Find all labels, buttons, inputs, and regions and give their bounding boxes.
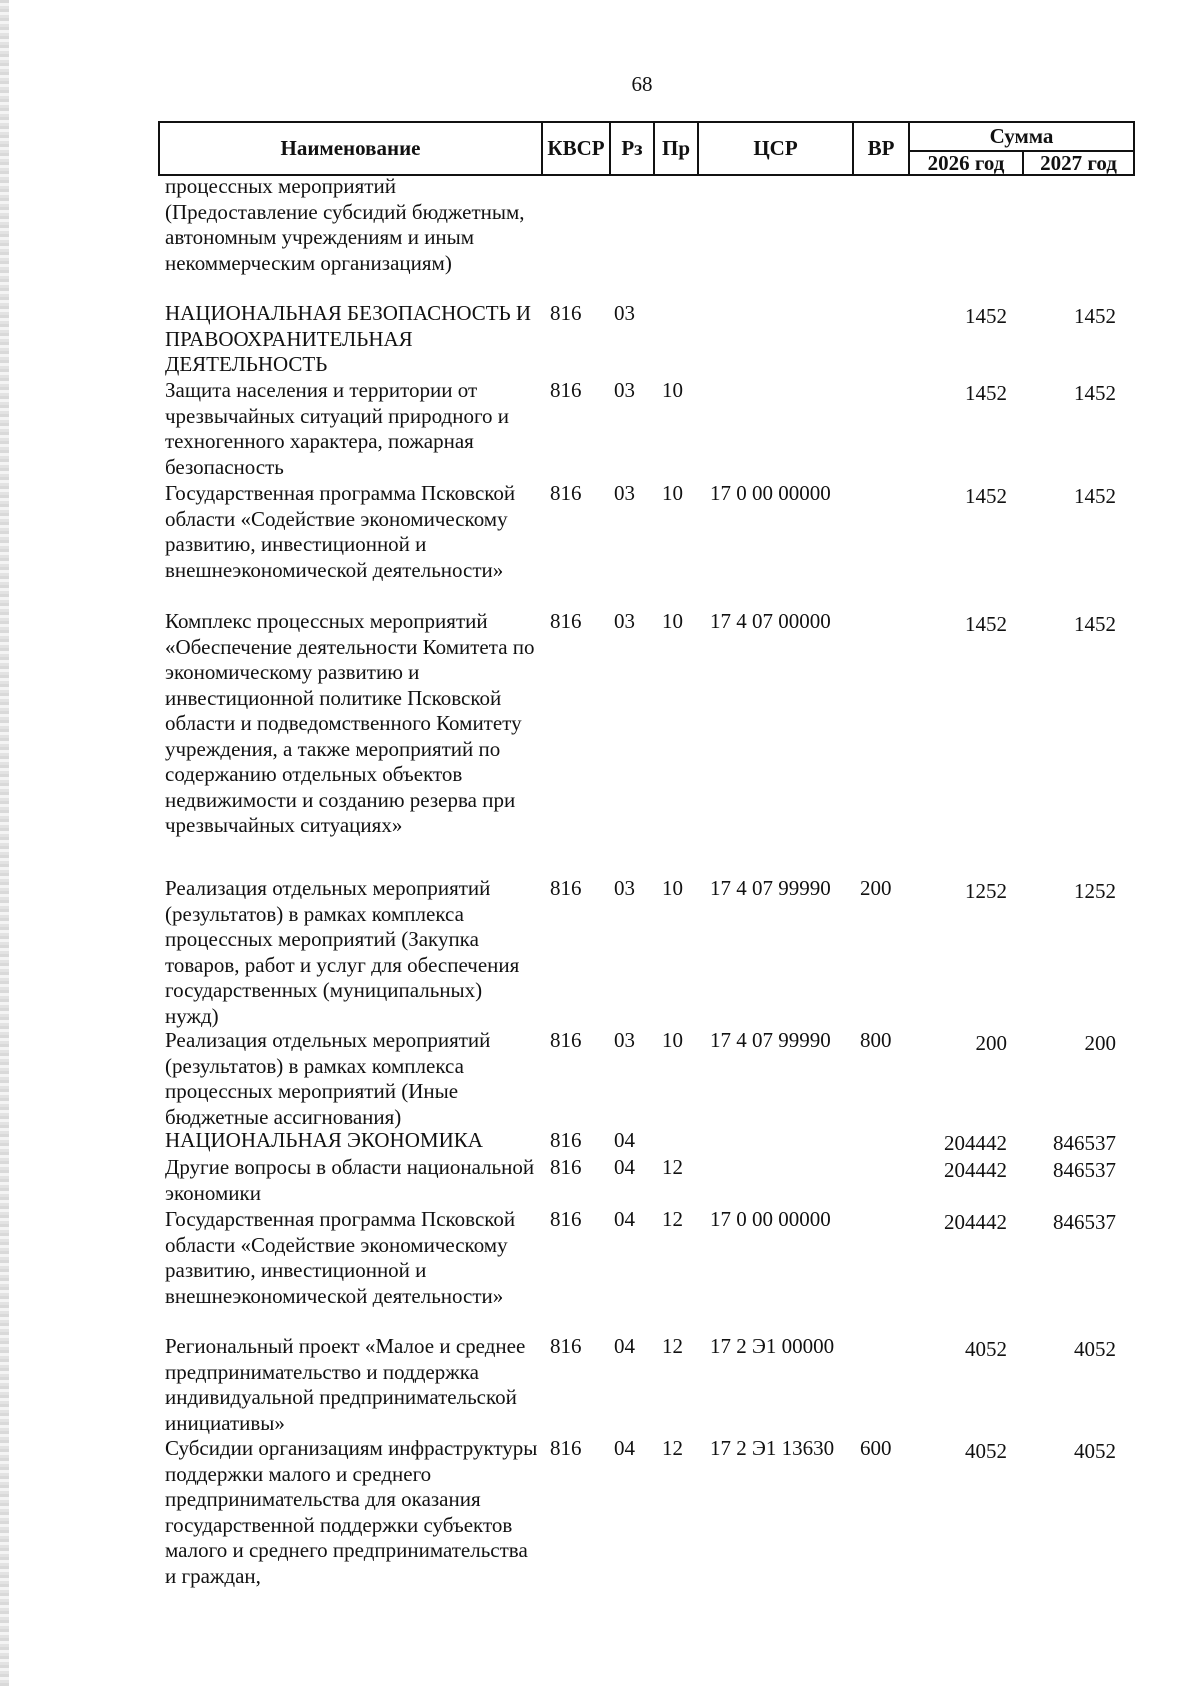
row-amount-2027: 1452: [1074, 612, 1116, 636]
row-rz: 03: [614, 609, 635, 633]
row-csr: 17 4 07 99990: [710, 876, 831, 900]
row-csr: 17 0 00 00000: [710, 1207, 831, 1231]
row-rz: 04: [614, 1207, 635, 1231]
row-kvsr: 816: [550, 301, 582, 325]
row-pr: 10: [662, 481, 683, 505]
row-name: Реализация отдельных мероприятий (результатов) в рамках комплекса процессных мероприятий (Закупка товаров, работ и услуг для обеспечения государственных (муниципальных) нужд): [165, 876, 520, 1028]
header-year-2027: 2027 год: [1040, 150, 1117, 175]
row-rz: 03: [614, 301, 635, 325]
header-kvsr: КВСР: [543, 123, 611, 174]
row-amount-2026: 1452: [965, 304, 1007, 328]
row-kvsr: 816: [550, 1128, 582, 1152]
row-name: Защита населения и территории от чрезвычайных ситуаций природного и техногенного характера, пожарная безопасность: [165, 378, 510, 479]
row-rz: 04: [614, 1128, 635, 1152]
row-kvsr: 816: [550, 1334, 582, 1358]
row-kvsr: 816: [550, 1207, 582, 1231]
row-amount-2026: 204442: [944, 1131, 1007, 1155]
row-amount-2027: 846537: [1053, 1131, 1116, 1155]
row-amount-2027: 846537: [1053, 1210, 1116, 1234]
row-name: НАЦИОНАЛЬНАЯ БЕЗОПАСНОСТЬ И ПРАВООХРАНИТЕЛЬНАЯ ДЕЯТЕЛЬНОСТЬ: [165, 301, 532, 376]
row-amount-2027: 1252: [1074, 879, 1116, 903]
row-kvsr: 816: [550, 1155, 582, 1179]
row-rz: 03: [614, 378, 635, 402]
row-kvsr: 816: [550, 1028, 582, 1052]
row-amount-2026: 1452: [965, 484, 1007, 508]
row-csr: 17 4 07 99990: [710, 1028, 831, 1052]
row-amount-2026: 204442: [944, 1158, 1007, 1182]
row-rz: 03: [614, 481, 635, 505]
row-name: Реализация отдельных мероприятий (результатов) в рамках комплекса процессных мероприятий (Иные бюджетные ассигнования): [165, 1028, 491, 1129]
row-amount-2026: 1252: [965, 879, 1007, 903]
row-name: Другие вопросы в области национальной экономики: [165, 1155, 535, 1205]
row-amount-2026: 1452: [965, 612, 1007, 636]
row-pr: 12: [662, 1334, 683, 1358]
header-pr: Пр: [655, 123, 699, 174]
row-name: процессных мероприятий (Предоставление субсидий бюджетным, автономным учреждениям и иным некоммерческим организациям): [165, 174, 525, 275]
row-amount-2027: 846537: [1053, 1158, 1116, 1182]
row-amount-2026: 4052: [965, 1439, 1007, 1463]
row-kvsr: 816: [550, 609, 582, 633]
row-kvsr: 816: [550, 378, 582, 402]
row-rz: 03: [614, 1028, 635, 1052]
row-csr: 17 0 00 00000: [710, 481, 831, 505]
row-pr: 10: [662, 876, 683, 900]
row-kvsr: 816: [550, 876, 582, 900]
header-vr: ВР: [854, 123, 910, 174]
header-rz: Рз: [611, 123, 655, 174]
row-amount-2027: 200: [1084, 1031, 1116, 1055]
row-csr: 17 4 07 00000: [710, 609, 831, 633]
row-vr: 200: [860, 876, 892, 900]
row-amount-2026: 4052: [965, 1337, 1007, 1361]
row-rz: 04: [614, 1155, 635, 1179]
row-csr: 17 2 Э1 00000: [710, 1334, 835, 1358]
row-amount-2027: 4052: [1074, 1337, 1116, 1361]
page-number: 68: [631, 72, 653, 96]
row-pr: 10: [662, 609, 683, 633]
row-pr: 12: [662, 1207, 683, 1231]
header-sum-group: [910, 123, 1133, 174]
row-pr: 12: [662, 1436, 683, 1460]
row-csr: 17 2 Э1 13630: [710, 1436, 835, 1460]
row-amount-2027: 1452: [1074, 304, 1116, 328]
row-rz: 03: [614, 876, 635, 900]
row-vr: 800: [860, 1028, 892, 1052]
header-csr: ЦСР: [699, 123, 854, 174]
row-amount-2027: 1452: [1074, 484, 1116, 508]
row-name: Комплекс процессных мероприятий «Обеспечение деятельности Комитета по экономическому развитию и инвестиционной политике Псковской области и подведомственного Комитету учреждения, а также мероприятий по содержанию отдельных объектов недвижимости и созданию резерва при чрезвычайных ситуациях»: [165, 609, 535, 837]
header-sum: Сумма: [910, 123, 1133, 152]
row-name: НАЦИОНАЛЬНАЯ ЭКОНОМИКА: [165, 1128, 483, 1152]
row-amount-2027: 1452: [1074, 381, 1116, 405]
row-name: Региональный проект «Малое и среднее предпринимательство и поддержка индивидуальной предпринимательской инициативы»: [165, 1334, 526, 1435]
table-header: [158, 121, 1135, 176]
row-pr: 12: [662, 1155, 683, 1179]
row-name: Субсидии организациям инфраструктуры поддержки малого и среднего предпринимательства для оказания государственной поддержки субъектов малого и среднего предпринимательства и граждан,: [165, 1436, 538, 1588]
row-amount-2026: 1452: [965, 381, 1007, 405]
row-amount-2026: 204442: [944, 1210, 1007, 1234]
scan-edge-artifact: [0, 0, 9, 1686]
header-name: Наименование: [160, 123, 543, 174]
row-pr: 10: [662, 378, 683, 402]
row-kvsr: 816: [550, 481, 582, 505]
row-pr: 10: [662, 1028, 683, 1052]
row-kvsr: 816: [550, 1436, 582, 1460]
row-amount-2027: 4052: [1074, 1439, 1116, 1463]
row-name: Государственная программа Псковской области «Содействие экономическому развитию, инвестиционной и внешнеэкономической деятельности»: [165, 481, 516, 582]
row-rz: 04: [614, 1436, 635, 1460]
row-amount-2026: 200: [975, 1031, 1007, 1055]
row-rz: 04: [614, 1334, 635, 1358]
header-year-2026: 2026 год: [910, 152, 1024, 174]
row-name: Государственная программа Псковской области «Содействие экономическому развитию, инвестиционной и внешнеэкономической деятельности»: [165, 1207, 516, 1308]
row-vr: 600: [860, 1436, 892, 1460]
